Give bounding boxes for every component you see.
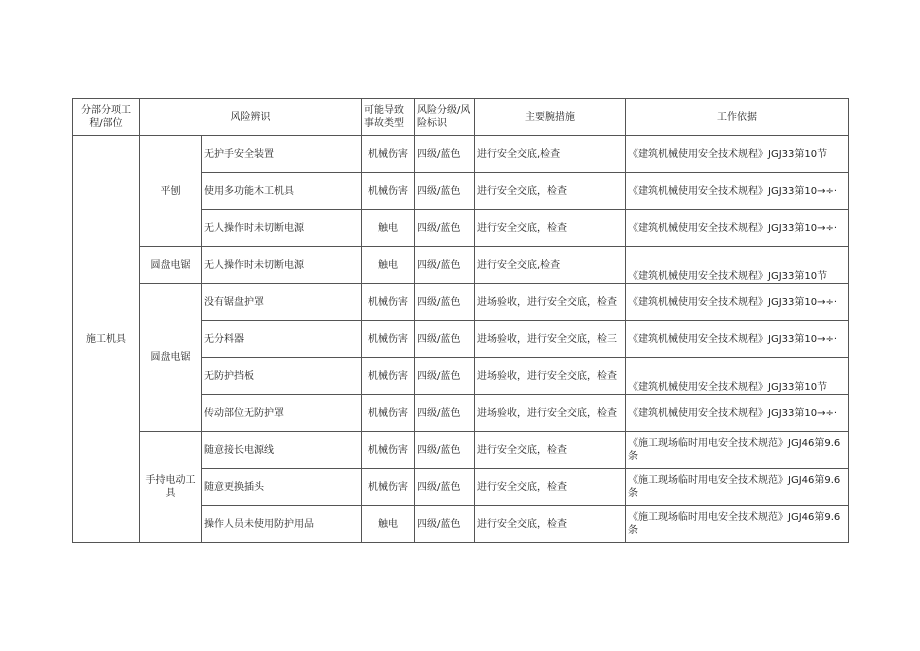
accident-cell: 机械伤害 [362,432,415,469]
hazard-cell: 随意更换插头 [202,469,362,506]
measure-cell: 进行安全交底，检查 [475,432,626,469]
level-cell: 四级/蓝色 [415,506,475,543]
basis-cell: 《建筑机械使用安全技术规程》JGJ33第10节 [626,247,849,284]
accident-cell: 机械伤害 [362,321,415,358]
basis-cell: 《建筑机械使用安全技术规程》JGJ33第10→÷· [626,210,849,247]
basis-cell: 《建筑机械使用安全技术规程》JGJ33第10节 [626,358,849,395]
table-row [73,284,849,321]
accident-cell: 机械伤害 [362,136,415,173]
accident-cell: 机械伤害 [362,469,415,506]
level-cell: 四级/蓝色 [415,395,475,432]
hazard-cell: 没有锯盘护罩 [202,284,362,321]
measure-cell: 进场验收，进行安全交底，检查 [475,284,626,321]
level-cell: 四级/蓝色 [415,432,475,469]
equipment-group-cell: 手持电动工具 [140,432,202,543]
level-cell: 四级/蓝色 [415,247,475,284]
accident-cell: 机械伤害 [362,358,415,395]
hazard-cell: 无防护挡板 [202,358,362,395]
basis-cell: 《施工现场临时用电安全技术规范》JGJ46第9.6条 [626,469,849,506]
table-row [73,432,849,469]
accident-cell: 触电 [362,247,415,284]
table-row [73,247,849,284]
measure-cell: 进行安全交底,检查 [475,136,626,173]
division-cell: 施工机具 [73,136,140,543]
level-cell: 四级/蓝色 [415,358,475,395]
measure-cell: 进行安全交底，检查 [475,173,626,210]
table-row [73,136,849,173]
accident-cell: 机械伤害 [362,284,415,321]
level-cell: 四级/蓝色 [415,469,475,506]
header-risk-identification: 风险辨识 [140,99,362,136]
accident-cell: 机械伤害 [362,173,415,210]
basis-cell: 《建筑机械使用安全技术规程》JGJ33第10→÷· [626,173,849,210]
level-cell: 四级/蓝色 [415,284,475,321]
header-measures: 主要腕措施 [475,99,626,136]
header-division: 分部分项工程/部位 [73,99,140,136]
hazard-cell: 无分料器 [202,321,362,358]
basis-cell: 《施工现场临时用电安全技术规范》JGJ46第9.6条 [626,506,849,543]
level-cell: 四级/蓝色 [415,210,475,247]
basis-cell: 《建筑机械使用安全技术规程》JGJ33第10→÷· [626,321,849,358]
basis-cell: 《施工现场临时用电安全技术规范》JGJ46第9.6条 [626,432,849,469]
hazard-cell: 无人操作时未切断电源 [202,247,362,284]
hazard-cell: 无护手安全装置 [202,136,362,173]
accident-cell: 触电 [362,210,415,247]
basis-cell: 《建筑机械使用安全技术规程》JGJ33第10节 [626,136,849,173]
table-header-row [73,99,849,136]
hazard-cell: 传动部位无防护罩 [202,395,362,432]
equipment-group-cell: 平刨 [140,136,202,247]
equipment-group-cell: 圆盘电锯 [140,247,202,284]
header-basis: 工作依据 [626,99,849,136]
risk-table [72,98,849,543]
level-cell: 四级/蓝色 [415,321,475,358]
header-risk-level: 风险分级/风险标识 [415,99,475,136]
measure-cell: 进行安全交底，检查 [475,210,626,247]
measure-cell: 进行安全交底,检查 [475,247,626,284]
hazard-cell: 操作人员未使用防护用品 [202,506,362,543]
measure-cell: 进场验收，进行安全交底，检查 [475,358,626,395]
accident-cell: 触电 [362,506,415,543]
equipment-group-cell: 圆盘电锯 [140,284,202,432]
basis-cell: 《建筑机械使用安全技术规程》JGJ33第10→÷· [626,284,849,321]
level-cell: 四级/蓝色 [415,136,475,173]
measure-cell: 进行安全交底，检查 [475,506,626,543]
measure-cell: 进场验收，进行安全交底，检查 [475,395,626,432]
basis-cell: 《建筑机械使用安全技术规程》JGJ33第10→÷· [626,395,849,432]
level-cell: 四级/蓝色 [415,173,475,210]
accident-cell: 机械伤害 [362,395,415,432]
hazard-cell: 使用多功能木工机具 [202,173,362,210]
header-accident-type: 可能导致事故类型 [362,99,415,136]
hazard-cell: 无人操作时未切断电源 [202,210,362,247]
measure-cell: 进场验收，进行安全交底，检三 [475,321,626,358]
hazard-cell: 随意接长电源线 [202,432,362,469]
measure-cell: 进行安全交底，检查 [475,469,626,506]
